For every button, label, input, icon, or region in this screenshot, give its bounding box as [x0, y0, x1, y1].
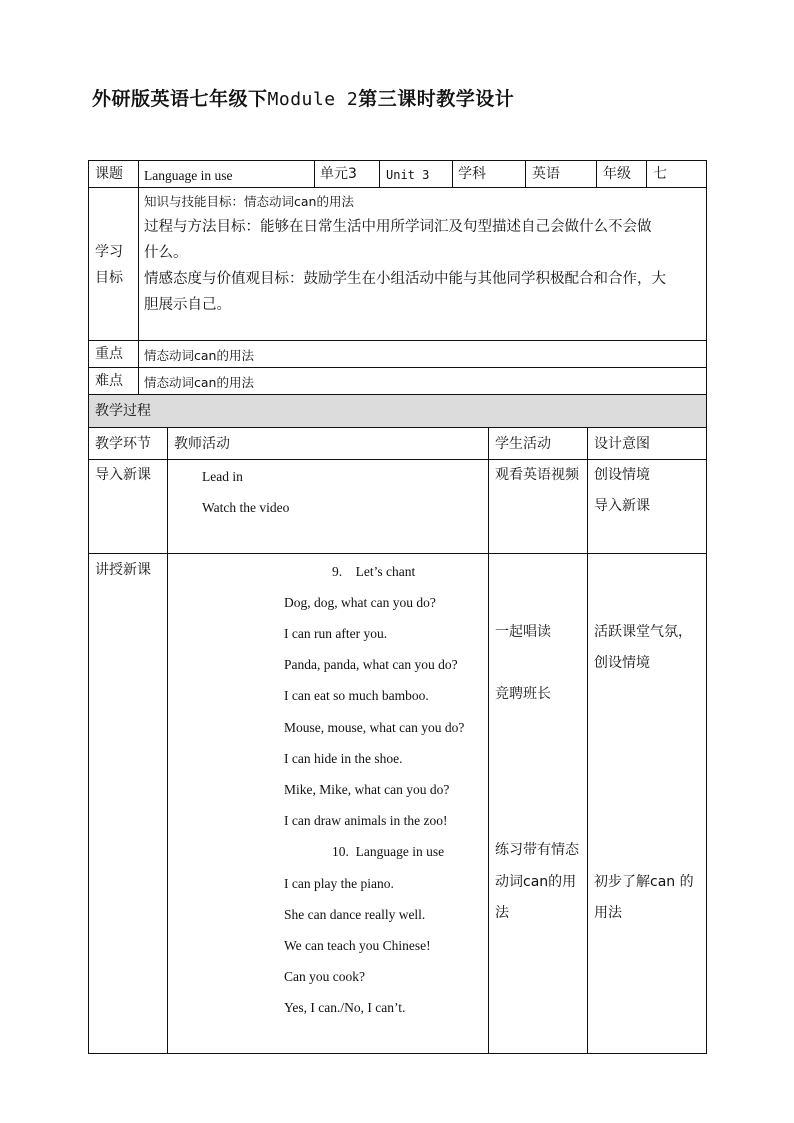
process-section-title: 教学过程: [95, 403, 151, 419]
teach-intent-line-2: 创设情境: [594, 655, 650, 671]
chant-line: I can hide in the shoe.: [284, 751, 403, 766]
objective-process-1: 过程与方法目标：能够在日常生活中用所学词汇及句型描述自己会做什么不会做: [144, 219, 652, 235]
teach-student-line-3: 练习带有情态: [495, 842, 579, 858]
chant-line: Mouse, mouse, what can you do?: [284, 720, 465, 735]
col-student-header: 学生活动: [495, 436, 551, 452]
objectives-label-cell: [88, 187, 139, 341]
objective-attitude-1: 情感态度与价值观目标：鼓励学生在小组活动中能与其他同学积极配合和合作，大: [144, 271, 666, 287]
teach-stage-cell: [88, 553, 168, 1054]
col-stage-header: 教学环节: [95, 436, 151, 452]
language-line: I can play the piano.: [284, 876, 394, 891]
subject-label: 学科: [458, 166, 486, 182]
intro-stage: 导入新课: [95, 467, 151, 483]
teach-student-line-4: 动词can的用: [495, 874, 577, 890]
topic-value: Language in use: [144, 168, 233, 183]
teach-stage: 讲授新课: [95, 562, 151, 578]
subject-value: 英语: [532, 166, 560, 182]
objective-knowledge: 知识与技能目标：情态动词can的用法: [144, 194, 354, 209]
col-intent-header: 设计意图: [594, 436, 650, 452]
intro-student: 观看英语视频: [495, 467, 579, 483]
chant-line: Panda, panda, what can you do?: [284, 657, 458, 672]
process-section-header: [88, 394, 707, 428]
chant-line: I can run after you.: [284, 626, 388, 641]
teach-intent-line-1: 活跃课堂气氛，: [594, 624, 692, 640]
intro-intent-line-2: 导入新课: [594, 498, 650, 514]
key-point-value: 情态动词can的用法: [144, 348, 254, 363]
topic-label: 课题: [95, 166, 123, 182]
intro-teacher-line-2: Watch the video: [202, 500, 290, 515]
chant-line: Dog, dog, what can you do?: [284, 595, 436, 610]
intro-intent-line-1: 创设情境: [594, 467, 650, 483]
chant-line: I can draw animals in the zoo!: [284, 813, 448, 828]
key-point-label: 重点: [95, 346, 123, 362]
language-line: Can you cook?: [284, 969, 365, 984]
objective-process-2: 什么。: [144, 245, 188, 261]
unit-value: Unit 3: [386, 168, 430, 182]
difficulty-label: 难点: [95, 373, 123, 389]
language-heading: 10. Language in use: [332, 844, 445, 859]
intro-teacher-line-1: Lead in: [202, 469, 243, 484]
chant-heading: 9. Let’s chant: [332, 564, 416, 579]
objectives-label-1: 学习: [95, 244, 123, 260]
unit-label: 单元3: [320, 166, 357, 182]
teach-intent-line-4: 用法: [594, 905, 622, 921]
teach-student-line-2: 竞聘班长: [495, 686, 551, 702]
objectives-content-cell: [138, 187, 707, 341]
col-teacher-header: 教师活动: [174, 436, 230, 452]
language-line: We can teach you Chinese!: [284, 938, 431, 953]
objective-attitude-2: 胆展示自己。: [144, 297, 231, 313]
document-title: 外研版英语七年级下Module 2第三课时教学设计: [92, 88, 515, 110]
objectives-label-2: 目标: [95, 270, 123, 286]
teach-student-line-1: 一起唱读: [495, 624, 551, 640]
teach-intent-line-3: 初步了解can 的: [594, 874, 694, 890]
teach-student-line-5: 法: [495, 905, 509, 921]
chant-line: I can eat so much bamboo.: [284, 688, 429, 703]
language-line: She can dance really well.: [284, 907, 426, 922]
difficulty-value: 情态动词can的用法: [144, 375, 254, 390]
language-line: Yes, I can./No, I can’t.: [284, 1000, 406, 1015]
chant-line: Mike, Mike, what can you do?: [284, 782, 450, 797]
grade-value: 七: [653, 166, 667, 182]
grade-label: 年级: [603, 166, 631, 182]
